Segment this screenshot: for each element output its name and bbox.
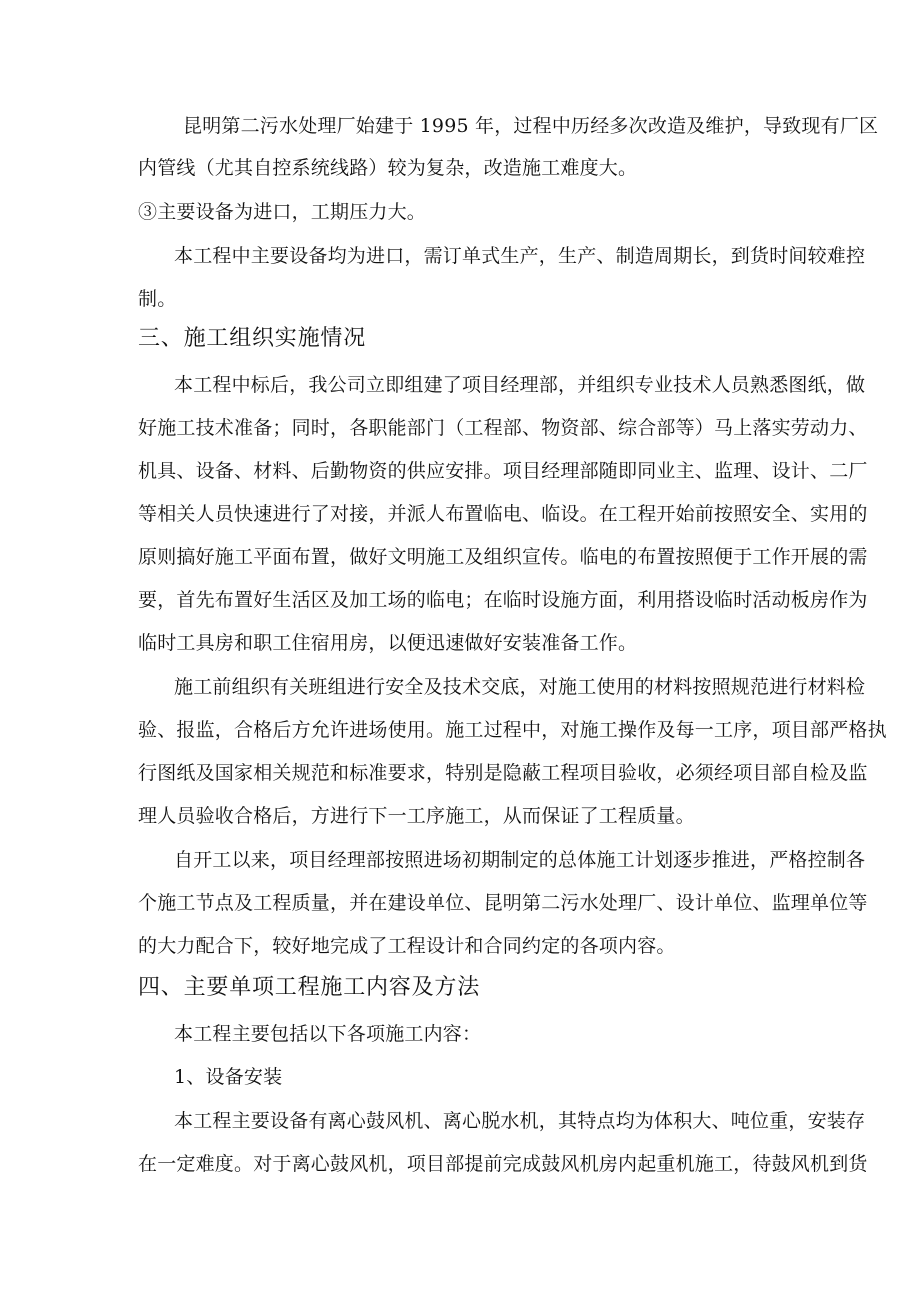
paragraph-text: 的大力配合下，较好地完成了工程设计和合同约定的各项内容。 — [138, 935, 676, 957]
paragraph-line — [174, 244, 866, 268]
paragraph-line — [138, 287, 176, 311]
paragraph-text: 内管线（尤其自控系统线路）较为复杂，改造施工难度大。 — [138, 157, 638, 179]
paragraph-text: 本工程中主要设备均为进口，需订单式生产，生产、制造周期长，到货时间较难控 — [174, 245, 866, 267]
paragraph-text: 理人员验收合格后，方进行下一工序施工，从而保证了工程质量。 — [138, 805, 695, 827]
section-heading-text: 三、施工组织实施情况 — [138, 326, 367, 351]
list-item-3 — [138, 200, 426, 224]
paragraph-line — [174, 1022, 481, 1046]
section-heading-text: 四、主要单项工程施工内容及方法 — [138, 975, 481, 1000]
paragraph-line — [138, 718, 887, 742]
paragraph-line — [138, 761, 868, 785]
paragraph-line — [138, 459, 868, 483]
paragraph-line — [174, 848, 866, 872]
paragraph-line — [138, 416, 868, 440]
paragraph-text: 本工程主要设备有离心鼓风机、离心脱水机，其特点均为体积大、吨位重，安装存 — [174, 1110, 866, 1132]
paragraph-text: 好施工技术准备；同时，各职能部门（工程部、物资部、综合部等）马上落实劳动力、 — [138, 417, 868, 439]
paragraph-line — [138, 934, 676, 958]
paragraph-line — [174, 675, 866, 699]
subsection-heading-text: 1、设备安装 — [174, 1066, 283, 1088]
paragraph-line — [138, 545, 868, 569]
section-heading-4 — [138, 976, 480, 1000]
paragraph-text: 昆明第二污水处理厂始建于 1995 年，过程中历经多次改造及维护，导致现有厂区 — [183, 115, 879, 137]
paragraph-text: 机具、设备、材料、后勤物资的供应安排。项目经理部随即同业主、监理、设计、二厂 — [138, 460, 868, 482]
paragraph-line — [138, 588, 868, 612]
paragraph-text: 在一定难度。对于离心鼓风机，项目部提前完成鼓风机房内起重机施工，待鼓风机到货 — [138, 1153, 868, 1175]
paragraph-line — [138, 502, 868, 526]
paragraph-text: 原则搞好施工平面布置，做好文明施工及组织宣传。临电的布置按照便于工作开展的需 — [138, 546, 868, 568]
paragraph-text: 等相关人员快速进行了对接，并派人布置临电、临设。在工程开始前按照安全、实用的 — [138, 503, 868, 525]
paragraph-text: 自开工以来，项目经理部按照进场初期制定的总体施工计划逐步推进，严格控制各 — [174, 849, 866, 871]
paragraph-text: 行图纸及国家相关规范和标准要求，特别是隐蔽工程项目验收，必须经项目部自检及监 — [138, 762, 868, 784]
paragraph-text: 施工前组织有关班组进行安全及技术交底，对施工使用的材料按照规范进行材料检 — [174, 676, 866, 698]
paragraph-text: 临时工具房和职工住宿用房，以便迅速做好安装准备工作。 — [138, 632, 638, 654]
paragraph-line — [174, 373, 866, 397]
paragraph-line — [183, 114, 879, 138]
paragraph-line — [138, 804, 695, 828]
paragraph-text: 验、报监，合格后方允许进场使用。施工过程中，对施工操作及每一工序，项目部严格执 — [138, 719, 887, 741]
section-heading-3 — [138, 327, 366, 351]
list-item-text: ③主要设备为进口，工期压力大。 — [138, 201, 427, 223]
paragraph-text: 本工程主要包括以下各项施工内容： — [174, 1023, 482, 1045]
paragraph-text: 本工程中标后，我公司立即组建了项目经理部，并组织专业技术人员熟悉图纸，做 — [174, 374, 866, 396]
paragraph-text: 个施工节点及工程质量，并在建设单位、昆明第二污水处理厂、设计单位、监理单位等 — [138, 892, 868, 914]
paragraph-line — [138, 891, 868, 915]
paragraph-line — [174, 1109, 866, 1133]
paragraph-text: 要，首先布置好生活区及加工场的临电；在临时设施方面，利用搭设临时活动板房作为 — [138, 589, 868, 611]
paragraph-line — [138, 631, 637, 655]
paragraph-line — [138, 156, 637, 180]
subsection-heading — [174, 1065, 282, 1089]
paragraph-text: 制。 — [138, 288, 177, 310]
paragraph-line — [138, 1152, 868, 1176]
